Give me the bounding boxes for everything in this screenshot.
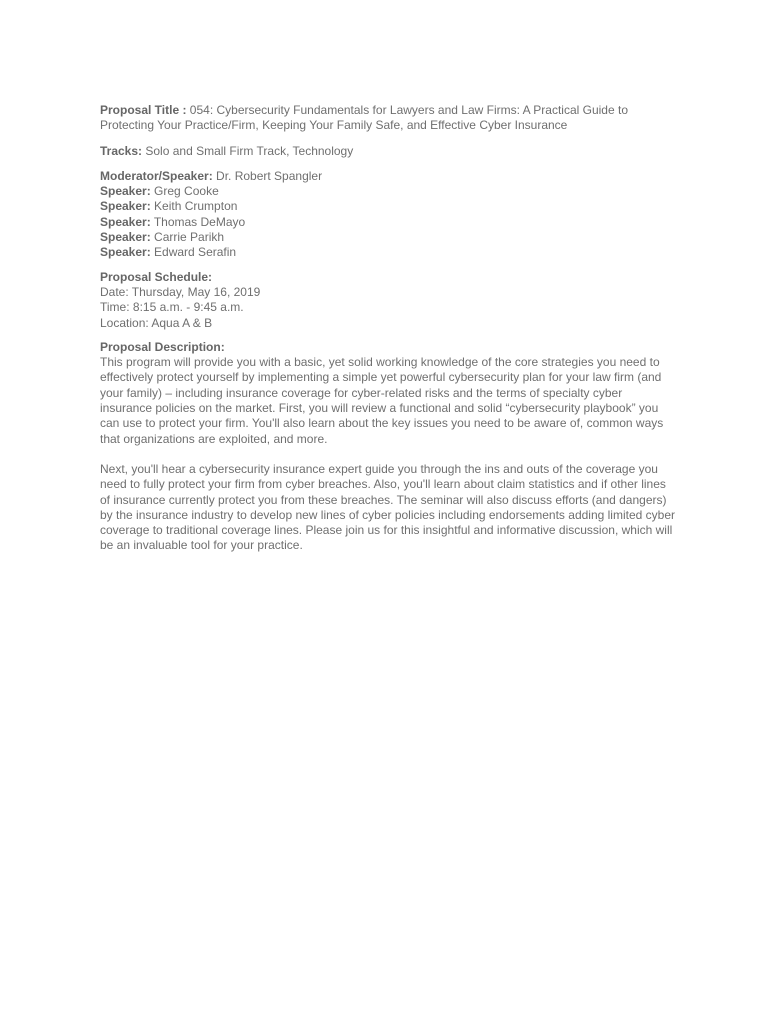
speaker-label: Speaker:: [100, 214, 151, 229]
schedule-time: Time: 8:15 a.m. - 9:45 a.m.: [100, 300, 244, 315]
moderator-label: Moderator/Speaker:: [100, 168, 213, 183]
speaker-label: Speaker:: [100, 230, 151, 245]
schedule-location: Location: Aqua A & B: [100, 315, 213, 330]
schedule-heading: Proposal Schedule:: [100, 269, 213, 284]
tracks-label: Tracks:: [100, 143, 143, 158]
schedule-date: Date: Thursday, May 16, 2019: [100, 284, 261, 299]
speaker-name: Thomas DeMayo: [150, 214, 246, 229]
proposal-title-text: 054: Cybersecurity Fundamentals for Lawyers and Law Firms: A Practical Guide to Protecting Your Practice/Firm, Keeping Your Family Safe, and Effective Cyber Insurance: [100, 103, 628, 133]
speaker-label: Speaker:: [100, 199, 151, 214]
tracks-text: Solo and Small Firm Track, Technology: [142, 143, 354, 158]
description-block: [100, 340, 675, 554]
speaker-label: Speaker:: [100, 184, 151, 199]
proposal-title-label: Proposal Title :: [100, 103, 187, 117]
proposal-document: [100, 103, 675, 554]
speaker-name: Carrie Parikh: [150, 230, 225, 245]
proposal-title-block: [100, 103, 675, 134]
speaker-name: Greg Cooke: [150, 184, 219, 199]
schedule-block: [100, 270, 675, 331]
speaker-line: [100, 245, 675, 260]
speaker-line: [100, 215, 675, 230]
speaker-line: [100, 184, 675, 199]
description-paragraph: This program will provide you with a basic, yet solid working knowledge of the core strategies you need to effectively protect yourself by implementing a simple yet powerful cybersecurity plan for your law firm (and your family) – including insurance coverage for cyber-related risks and the terms of specialty cyber insurance policies on the market. First, you will review a functional and solid “cybersecurity playbook” you can use to protect your firm. You'll also learn about the key issues you need to be aware of, common ways that organizations are exploited, and more.: [100, 355, 664, 446]
speakers-block: [100, 169, 675, 261]
moderator-line: [100, 169, 675, 184]
description-heading: Proposal Description:: [100, 339, 225, 354]
moderator-name: Dr. Robert Spangler: [212, 168, 323, 183]
speaker-line: [100, 230, 675, 245]
speaker-name: Keith Crumpton: [150, 199, 238, 214]
tracks-block: [100, 144, 675, 159]
description-paragraph: Next, you'll hear a cybersecurity insurance expert guide you through the ins and outs of the coverage you need to fully protect your firm from cyber breaches. Also, you'll learn about claim statistics and if other lines of insurance currently protect you from these breaches. The seminar will also discuss efforts (and dangers) by the insurance industry to develop new lines of cyber policies including endorsements adding limited cyber coverage to traditional coverage lines. Please join us for this insightful and informative discussion, which will be an invaluable tool for your practice.: [100, 461, 675, 553]
speaker-label: Speaker:: [100, 245, 151, 260]
speaker-name: Edward Serafin: [150, 245, 237, 260]
speaker-line: [100, 199, 675, 214]
